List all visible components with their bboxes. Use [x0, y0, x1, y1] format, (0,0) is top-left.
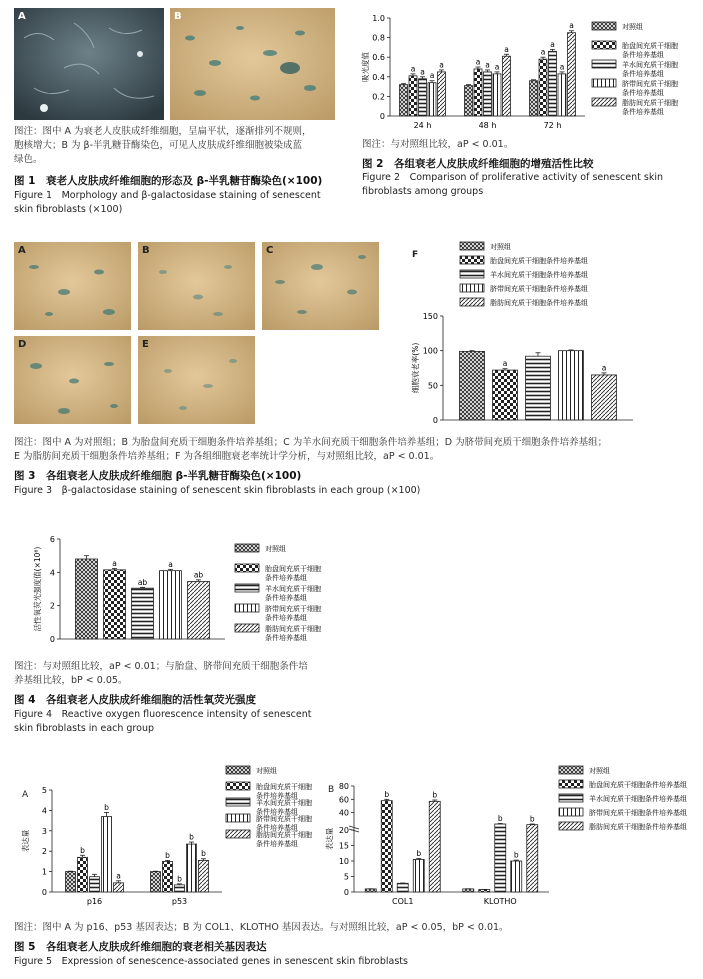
fig1-panel-a-micrograph: [14, 8, 164, 120]
legend-label: 羊水间充质干细胞: [256, 799, 312, 807]
y-tick-label: 0.4: [372, 72, 385, 82]
significance-label: b: [165, 850, 170, 860]
legend-swatch: [559, 808, 583, 816]
fig5-caption-en: Figure 5 Expression of senescence-associated genes in senescent skin fibroblasts: [14, 956, 408, 967]
y-tick-label: 150: [422, 312, 438, 321]
fig4-note-line: 图注：与对照组比较，aP < 0.01；与胎盘、脐带间充质干细胞条件培: [14, 661, 308, 672]
legend-swatch: [226, 766, 250, 774]
significance-label: a: [601, 363, 607, 373]
fig4-caption-en: [14, 708, 354, 736]
legend-swatch: [235, 564, 259, 572]
legend-label: 脂肪间充质干细胞条件培养基组: [589, 823, 687, 831]
legend-label: 条件培养基组: [256, 808, 298, 816]
bar: [463, 889, 474, 892]
fig3-panel-a-label: A: [18, 245, 26, 256]
significance-label: a: [550, 39, 555, 49]
y-tick-label: 0: [432, 416, 438, 425]
fig1-caption-en-line: skin fibroblasts (×100): [14, 204, 123, 215]
significance-label: a: [559, 62, 565, 72]
fig2-note-text: 图注：与对照组比较，aP < 0.01。: [362, 139, 514, 150]
legend-label: 条件培养基组: [265, 634, 307, 642]
fig4-note: [14, 660, 354, 688]
fig1-panel-a-image: [14, 8, 164, 120]
y-tick-label: 4: [41, 806, 47, 816]
bar: [413, 859, 424, 892]
legend-label: 条件培养基组: [622, 51, 664, 59]
y-tick-label: 40: [338, 808, 349, 818]
legend-swatch: [235, 584, 259, 592]
fig3-note-line: E 为脂肪间充质干细胞条件培养基组；F 为各组细胞衰老率统计学分析，与对照组比较，aP < 0.01。: [14, 451, 440, 462]
bar: [558, 74, 566, 116]
bar: [188, 582, 210, 640]
y-tick-label: 0: [343, 888, 349, 897]
fig3-panel-a-micrograph: [14, 242, 131, 330]
legend-swatch: [559, 822, 583, 830]
y-tick-label: 20: [338, 826, 349, 835]
legend-label: 脐带间充质干细胞条件培养基组: [589, 809, 687, 817]
significance-label: a: [540, 47, 546, 57]
bar: [419, 79, 427, 116]
legend-label: 胎盘间充质干细胞条件培养基组: [490, 257, 588, 265]
legend-label: 对照组: [256, 767, 277, 775]
fig3-panel-e-label: E: [142, 339, 149, 350]
y-tick-label: 3: [41, 826, 47, 836]
fig1-caption-cn: 图 1 衰老人皮肤成纤维细胞的形态及 β-半乳糖苷酶染色(×100): [14, 175, 323, 187]
legend-label: 脂肪间充质干细胞条件培养基组: [490, 299, 588, 307]
fig3-caption-cn: 图 3 各组衰老人皮肤成纤维细胞 β-半乳糖苷酶染色(×100): [14, 470, 302, 482]
fig3f-chart: [405, 238, 695, 433]
bar: [114, 883, 124, 892]
legend-swatch: [559, 794, 583, 802]
bar: [400, 85, 408, 116]
bar: [549, 51, 557, 116]
legend-label: 条件培养基组: [265, 614, 307, 622]
legend-label: 胎盘间充质干细胞: [265, 565, 321, 573]
legend-swatch: [592, 41, 616, 49]
fig1-panel-b-micrograph: [170, 8, 335, 120]
bar: [460, 351, 485, 420]
legend-label: 条件培养基组: [256, 824, 298, 832]
bar: [428, 83, 436, 116]
fig4-caption-cn: 图 4 各组衰老人皮肤成纤维细胞的活性氧荧光强度: [14, 694, 256, 706]
legend-swatch: [235, 604, 259, 612]
bar: [539, 59, 547, 116]
fig5-note: [14, 921, 699, 935]
x-tick-label: KLOTHO: [483, 897, 517, 906]
fig2-note: [362, 138, 513, 152]
bar: [160, 571, 182, 639]
y-tick-label: 0: [49, 635, 55, 644]
fig2-chart: [360, 6, 700, 136]
fig3-panel-a-image: [14, 242, 131, 330]
x-tick-label: 24 h: [413, 121, 432, 130]
fig3-note-line: 图注：图中 A 为对照组；B 为胎盘间充质干细胞条件培养基组；C 为羊水间充质干细胞条件培养基组；D 为脐带间充质干细胞条件培养基组；: [14, 437, 608, 448]
legend-label: 羊水间充质干细胞: [265, 585, 321, 593]
bar: [530, 81, 538, 116]
bar: [76, 559, 98, 639]
fig3-panel-e-image: [138, 336, 255, 424]
y-tick-label: 4: [49, 568, 55, 578]
bar: [568, 33, 576, 116]
bar: [365, 889, 376, 892]
significance-label: b: [529, 814, 535, 824]
bar: [527, 825, 538, 892]
legend-swatch: [226, 782, 250, 790]
y-axis-label: 表达量: [21, 829, 30, 853]
significance-label: a: [420, 67, 425, 77]
fig4-note-line: 养基组比较，bP < 0.05。: [14, 675, 128, 686]
y-tick-label: 1: [41, 867, 47, 877]
significance-label: a: [168, 559, 173, 569]
fig4-caption-en-line: skin fibroblasts in each group: [14, 723, 154, 734]
legend-label: 条件培养基组: [622, 70, 664, 78]
x-tick-label: p16: [86, 897, 103, 906]
significance-label: b: [177, 874, 182, 884]
significance-label: a: [439, 60, 444, 70]
bar: [90, 877, 100, 892]
bar: [479, 890, 490, 892]
significance-label: b: [201, 849, 206, 859]
bar: [429, 801, 440, 892]
significance-label: a: [429, 71, 435, 81]
bar: [465, 86, 473, 116]
legend-swatch: [592, 22, 616, 30]
fig1-panel-b-image: [170, 8, 335, 120]
legend-label: 条件培养基组: [265, 574, 307, 582]
legend-label: 羊水间充质干细胞条件培养基组: [589, 795, 687, 803]
significance-label: b: [80, 845, 85, 855]
x-tick-label: 72 h: [543, 121, 562, 130]
fig2-caption-cn: 图 2 各组衰老人皮肤成纤维细胞的增殖活性比较: [362, 158, 594, 170]
fig3-panel-e-micrograph: [138, 336, 255, 424]
fig2-caption-en-line: fibroblasts among groups: [362, 186, 484, 197]
bar: [175, 885, 185, 892]
y-tick-label: 5: [343, 872, 349, 882]
legend-label: 条件培养基组: [622, 108, 664, 116]
legend-swatch: [592, 98, 616, 106]
legend-swatch: [592, 79, 616, 87]
legend-swatch: [226, 798, 250, 806]
significance-label: a: [502, 359, 508, 369]
y-tick-label: 0: [379, 112, 385, 121]
fig3-note: [14, 436, 699, 464]
fig4-chart: [30, 532, 350, 660]
significance-label: a: [410, 64, 416, 74]
fig5b-chart: [322, 762, 700, 920]
y-tick-label: 15: [338, 841, 349, 851]
bar: [102, 817, 112, 892]
significance-label: b: [384, 789, 390, 799]
significance-label: a: [112, 559, 117, 568]
bar: [66, 872, 76, 892]
legend-label: 条件培养基组: [256, 792, 298, 800]
legend-label: 胎盘间充质干细胞: [256, 783, 312, 791]
legend-swatch: [226, 814, 250, 822]
bar: [78, 857, 88, 892]
significance-label: ab: [137, 577, 148, 587]
fig5a-chart: [14, 762, 314, 920]
y-tick-label: 1.0: [372, 14, 385, 23]
legend-label: 对照组: [622, 23, 643, 31]
legend-label: 条件培养基组: [256, 840, 298, 848]
y-axis-label: 吸光度值: [361, 52, 370, 82]
legend-label: 对照组: [265, 545, 286, 553]
fig5b-panel-label: B: [328, 785, 335, 795]
bar: [438, 72, 446, 116]
x-tick-label: COL1: [392, 897, 414, 906]
y-tick-label: 2: [41, 847, 47, 857]
bar: [493, 74, 501, 116]
legend-swatch: [460, 256, 484, 264]
fig1-note-line: 绿色。: [14, 154, 43, 165]
bar: [493, 370, 518, 420]
legend-label: 脐带间充质干细胞: [622, 80, 678, 88]
fig1-note: [14, 125, 354, 167]
bar: [409, 76, 417, 116]
legend-label: 羊水间充质干细胞: [622, 61, 678, 69]
legend-label: 脂肪间充质干细胞: [256, 831, 312, 839]
fig3-panel-d-image: [14, 336, 131, 424]
legend-swatch: [559, 780, 583, 788]
legend-label: 脐带间充质干细胞条件培养基组: [490, 285, 588, 293]
legend-swatch: [460, 242, 484, 250]
legend-swatch: [559, 766, 583, 774]
legend-label: 羊水间充质干细胞条件培养基组: [490, 271, 588, 279]
significance-label: a: [504, 44, 509, 54]
fig3-panel-d-label: D: [18, 339, 27, 350]
legend-swatch: [235, 544, 259, 552]
significance-label: a: [116, 871, 121, 881]
fig1-panel-b-label: B: [174, 11, 182, 22]
bar: [381, 801, 392, 892]
fig3-panel-b-image: [138, 242, 255, 330]
significance-label: ab: [193, 570, 204, 580]
y-axis-label: 活性氧荧光强度值(×10⁶): [33, 546, 42, 632]
bar: [474, 69, 482, 116]
significance-label: b: [189, 832, 194, 842]
fig2-caption-en-line: Figure 2 Comparison of proliferative activity of senescent skin: [362, 172, 663, 183]
y-tick-label: 6: [49, 535, 55, 544]
bar: [503, 56, 511, 116]
y-tick-label: 10: [338, 857, 349, 866]
legend-label: 胎盘间充质干细胞: [622, 42, 678, 50]
y-tick-label: 0: [41, 888, 47, 897]
significance-label: b: [497, 813, 503, 823]
bar: [484, 72, 492, 116]
significance-label: a: [485, 60, 490, 70]
bar: [132, 588, 154, 639]
significance-label: b: [416, 849, 422, 859]
fig1-caption-en: [14, 189, 354, 217]
legend-label: 脂肪间充质干细胞: [622, 99, 678, 107]
legend-swatch: [592, 60, 616, 68]
bar: [104, 570, 126, 639]
y-tick-label: 2: [49, 601, 55, 611]
fig3-panel-b-micrograph: [138, 242, 255, 330]
fig2-caption-en: [362, 171, 697, 199]
fig3-panel-c-label: C: [266, 245, 274, 256]
legend-label: 条件培养基组: [265, 594, 307, 602]
bar: [199, 860, 209, 892]
legend-label: 对照组: [490, 243, 511, 251]
legend-swatch: [460, 298, 484, 306]
legend-swatch: [226, 830, 250, 838]
x-tick-label: 48 h: [478, 121, 497, 130]
significance-label: a: [569, 21, 574, 31]
legend-swatch: [460, 284, 484, 292]
fig3f-panel-label: F: [412, 250, 419, 260]
fig3-panel-b-label: B: [142, 245, 150, 256]
bar: [592, 375, 617, 420]
fig3-panel-c-micrograph: [262, 242, 379, 330]
bar: [495, 824, 506, 892]
y-tick-label: 0.2: [372, 92, 385, 102]
legend-label: 对照组: [589, 767, 610, 775]
bar: [163, 861, 173, 892]
significance-label: a: [494, 62, 500, 72]
y-tick-label: 100: [422, 346, 438, 356]
fig5a-panel-label: A: [22, 790, 29, 800]
legend-swatch: [460, 270, 484, 278]
legend-label: 脐带间充质干细胞: [256, 815, 312, 823]
fig4-caption-en-line: Figure 4 Reactive oxygen fluorescence intensity of senescent: [14, 709, 312, 720]
legend-label: 脂肪间充质干细胞: [265, 625, 321, 633]
fig5-caption-cn: 图 5 各组衰老人皮肤成纤维细胞的衰老相关基因表达: [14, 941, 267, 953]
fig3-panel-c-image: [262, 242, 379, 330]
legend-label: 脐带间充质干细胞: [265, 605, 321, 613]
y-tick-label: 0.6: [372, 53, 385, 63]
significance-label: b: [513, 850, 519, 860]
legend-label: 胎盘间充质干细胞条件培养基组: [589, 781, 687, 789]
y-tick-label: 80: [338, 782, 349, 791]
fig1-caption-en-line: Figure 1 Morphology and β-galactosidase staining of senescent: [14, 190, 321, 201]
fig3-panel-d-micrograph: [14, 336, 131, 424]
legend-swatch: [235, 624, 259, 632]
y-tick-label: 0.8: [372, 33, 385, 43]
bar: [187, 844, 197, 892]
bar: [397, 883, 408, 892]
fig1-panel-a-label: A: [18, 11, 26, 22]
bar: [559, 351, 584, 420]
y-tick-label: 50: [427, 381, 438, 391]
fig1-note-line: 图注：图中 A 为衰老人皮肤成纤维细胞，呈扁平状，逐渐排列不规则，: [14, 126, 312, 137]
legend-label: 条件培养基组: [622, 89, 664, 97]
significance-label: a: [475, 57, 481, 67]
significance-label: b: [104, 802, 109, 812]
y-tick-label: 60: [338, 795, 349, 805]
bar: [151, 872, 161, 892]
fig1-note-line: 胞核增大；B 为 β-半乳糖苷酶染色，可见人皮肤成纤维细胞被染成蓝: [14, 140, 303, 151]
fig5-note-text: 图注：图中 A 为 p16、p53 基因表达；B 为 COL1、KLOTHO 基因表达。与对照组比较，aP < 0.05，bP < 0.01。: [14, 922, 509, 933]
bar: [526, 356, 551, 420]
significance-label: b: [432, 790, 438, 800]
y-tick-label: 5: [41, 786, 47, 795]
bar: [511, 861, 522, 892]
x-tick-label: p53: [171, 897, 188, 906]
y-axis-label: 表达量: [325, 827, 334, 851]
fig3-caption-en: Figure 3 β-galactosidase staining of senescent skin fibroblasts in each group (×100): [14, 485, 421, 496]
y-axis-label: 细胞衰老率(%): [411, 342, 420, 394]
